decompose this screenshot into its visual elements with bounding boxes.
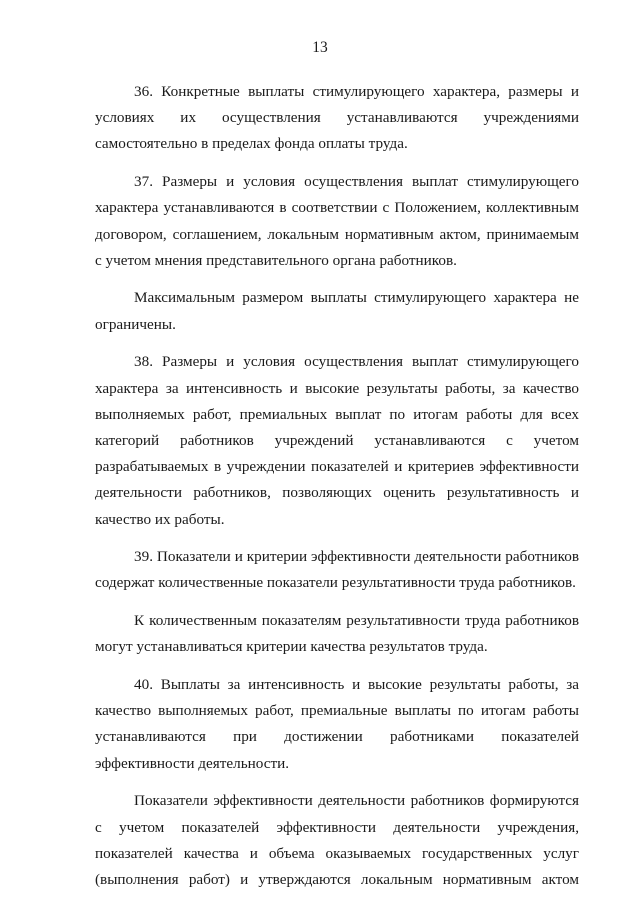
paragraph-40-indicators: Показатели эффективности деятельности работников формируются с учетом показателей эффективности деятельности учреждения, показателей качества и объема оказываемых государственных услуг (выполнения работ) и утверждаются локальным нормативным актом [95,792,579,888]
document-body [95,79,579,893]
paragraph-36: 36. Конкретные выплаты стимулирующего характера, размеры и условиях их осуществления устанавливаются учреждениями самостоятельно в пределах фонда оплаты труда. [95,83,579,153]
paragraph-39-quantitative: К количественным показателям результативности труда работников могут устанавливаться критерии качества результатов труда. [95,612,579,656]
paragraph-37-max-amount: Максимальным размером выплаты стимулирующего характера не ограничены. [95,289,579,333]
page-number: 13 [312,39,328,56]
paragraph-38: 38. Размеры и условия осуществления выплат стимулирующего характера за интенсивность и высокие результаты работы, за качество выполняемых работ, премиальных выплат по итогам работы для всех категорий работников учреждений устанавливаются с учетом разрабатываемых в учреждении показателей и критериев эффективности деятельности работников, позволяющих оценить результативность и качество их работы. [95,353,579,528]
paragraph-40: 40. Выплаты за интенсивность и высокие результаты работы, за качество выполняемых работ, премиальные выплаты по итогам работы устанавливаются при достижении работниками показателей эффективности деятельности. [95,676,579,772]
paragraph-37: 37. Размеры и условия осуществления выплат стимулирующего характера устанавливаются в соответствии с Положением, коллективным договором, соглашением, локальным нормативным актом, принимаемым с учетом мнения представительного органа работников. [95,173,579,269]
paragraph-39: 39. Показатели и критерии эффективности деятельности работников содержат количественные показатели результативности труда работников. [95,548,579,592]
